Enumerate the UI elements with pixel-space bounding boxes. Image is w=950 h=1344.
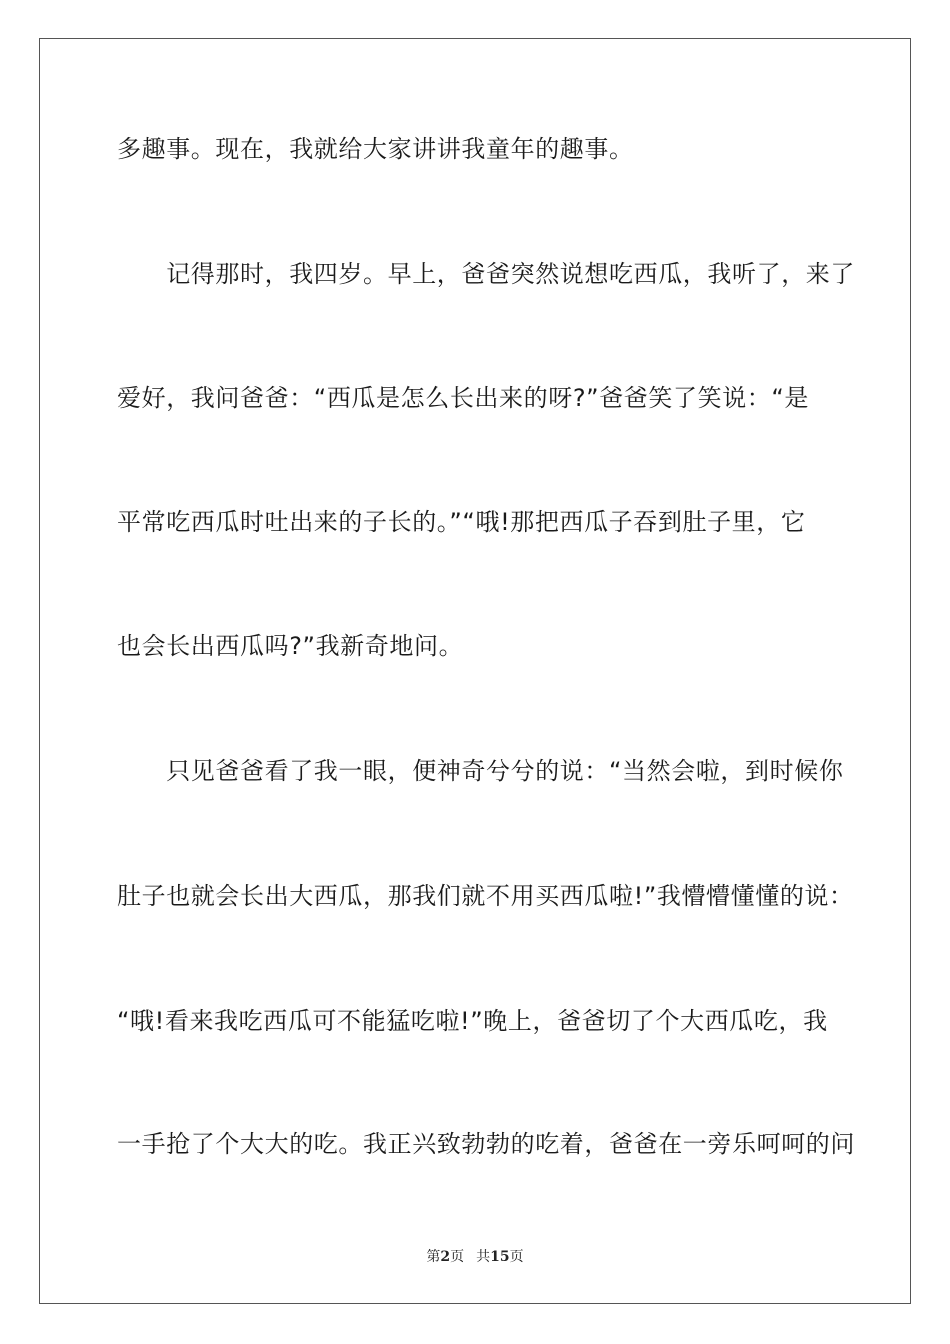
text-line: 爱好，我问爸爸：“西瓜是怎么长出来的呀?”爸爸笑了笑说：“是 <box>117 384 810 412</box>
page-prefix: 第 <box>426 1249 441 1265</box>
text-line: “哦!看来我吃西瓜可不能猛吃啦!”晚上，爸爸切了个大西瓜吃，我 <box>117 1007 828 1035</box>
page-border <box>39 38 911 1304</box>
text-line: 记得那时，我四岁。早上，爸爸突然说想吃西瓜，我听了，来了 <box>117 260 855 288</box>
page-suffix: 页 <box>450 1249 465 1265</box>
text-line: 平常吃西瓜时吐出来的子长的。”“哦!那把西瓜子吞到肚子里，它 <box>117 508 806 536</box>
text-line: 肚子也就会长出大西瓜，那我们就不用买西瓜啦!”我懵懵懂懂的说： <box>117 882 854 910</box>
total-suffix: 页 <box>509 1249 524 1265</box>
total-page-count: 15 <box>490 1249 510 1265</box>
text-line: 也会长出西瓜吗?”我新奇地问。 <box>117 632 464 660</box>
current-page-number: 2 <box>440 1249 451 1265</box>
text-line: 只见爸爸看了我一眼，便神奇兮兮的说：“当然会啦，到时候你 <box>117 757 844 785</box>
text-line: 一手抢了个大大的吃。我正兴致勃勃的吃着，爸爸在一旁乐呵呵的问 <box>117 1130 855 1158</box>
page-footer <box>0 1246 950 1266</box>
text-line: 多趣事。现在，我就给大家讲讲我童年的趣事。 <box>117 135 634 163</box>
total-prefix: 共 <box>476 1249 491 1265</box>
